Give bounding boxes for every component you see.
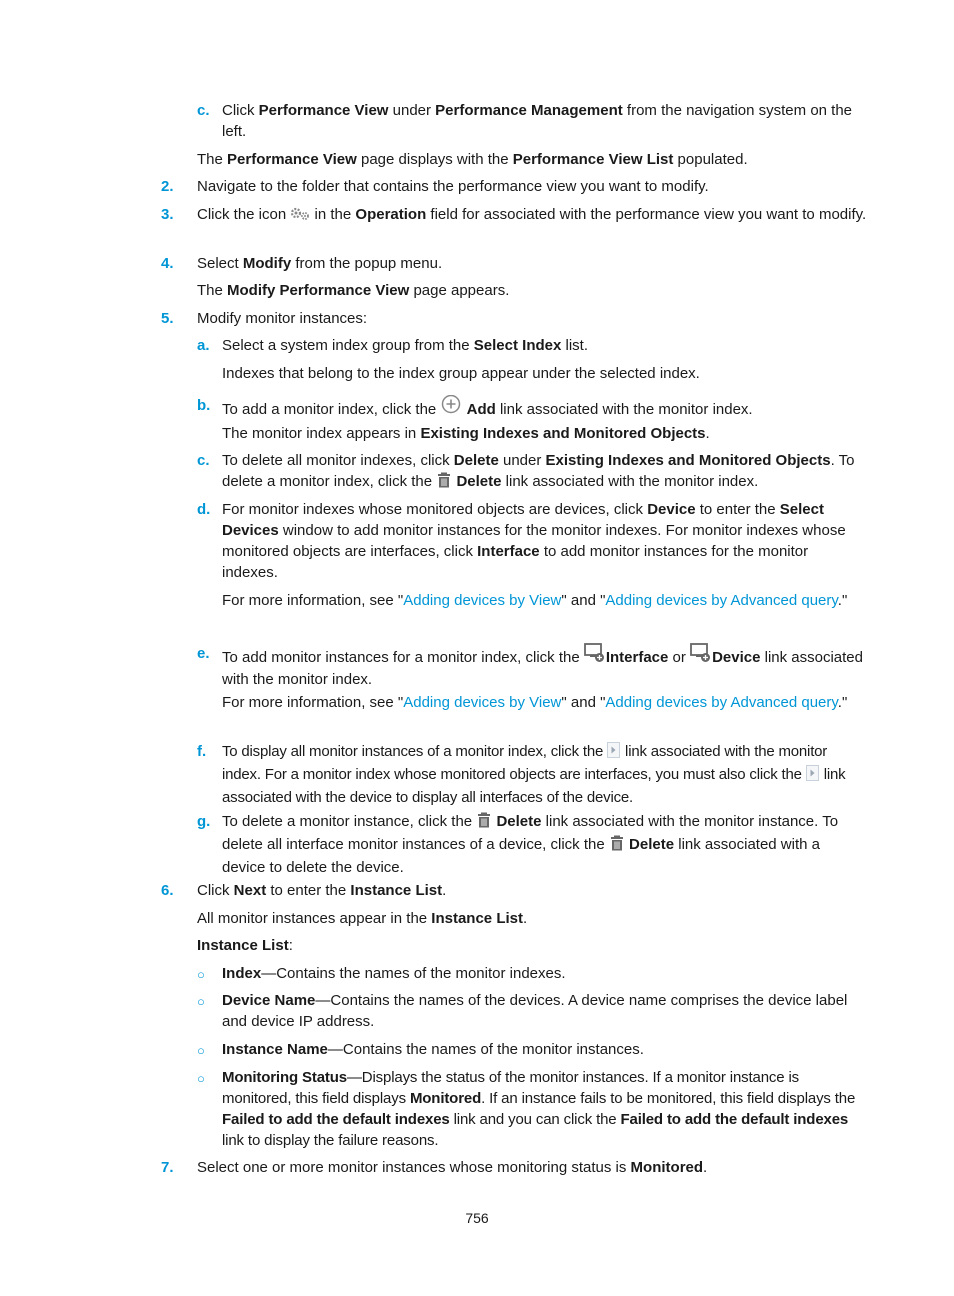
step-f: To display all monitor instances of a monitor index, click the link associated with the monitor index. For a monitor index whose monitored objects are interfaces, you must also click the link associated with the device to display all interfaces of the device. [222, 743, 846, 806]
step-g: To delete a monitor instance, click the Delete link associated with the monitor instance. To delete all interface monitor instances of a device, click the Delete link associated with a device to delete the device. [222, 813, 839, 876]
step-4: Select Modify from the popup menu. [197, 255, 443, 272]
step-6-note: All monitor instances appear in the Instance List. [197, 910, 528, 927]
step-marker: d. [197, 501, 211, 518]
bullet-index: Index—Contains the names of the monitor indexes. [222, 965, 566, 982]
step-marker: b. [197, 397, 211, 414]
step-7: Select one or more monitor instances whose monitoring status is Monitored. [197, 1159, 708, 1176]
bullet-marker: ○ [197, 1043, 205, 1058]
step-a: Select a system index group from the Select Index list. [222, 337, 589, 354]
bullet-marker: ○ [197, 1071, 205, 1086]
step-b: To add a monitor index, click the Add link associated with the monitor index. [222, 395, 867, 421]
link-adding-by-view[interactable]: Adding devices by View [403, 592, 562, 609]
instance-list-heading: Instance List: [197, 937, 293, 954]
add-device-icon [690, 643, 712, 669]
page-number: 756 [465, 1210, 489, 1226]
step-4-note: The Modify Performance View page appears. [197, 282, 510, 299]
step-c2: To delete all monitor indexes, click Delete under Existing Indexes and Monitored Objects. To delete a monitor index, click the Delete link associated with the monitor index. [222, 450, 867, 494]
step-marker: 5. [161, 310, 174, 327]
step-5: Modify monitor instances: [197, 310, 368, 327]
step-3: Click the icon in the Operation field for associated with the performance view you want to modify. [197, 204, 867, 227]
step-2: Navigate to the folder that contains the performance view you want to modify. [197, 178, 709, 195]
step-marker: a. [197, 337, 210, 354]
step-marker: 3. [161, 206, 174, 223]
trash-icon [609, 835, 625, 857]
expand-arrow-icon [806, 765, 820, 787]
step-6: Click Next to enter the Instance List. [197, 882, 447, 899]
step-b-note: The monitor index appears in Existing Indexes and Monitored Objects. [222, 425, 710, 442]
add-interface-icon [584, 643, 606, 669]
link-adding-by-advanced-query[interactable]: Adding devices by Advanced query [605, 592, 838, 609]
step-e: To add monitor instances for a monitor index, click the Interface or Device link associated with the monitor index. [222, 643, 867, 690]
step-marker: 4. [161, 255, 174, 272]
expand-arrow-icon [607, 742, 621, 764]
bullet-marker: ○ [197, 967, 205, 982]
step-marker: 6. [161, 882, 174, 899]
step-a-note: Indexes that belong to the index group appear under the selected index. [222, 365, 700, 382]
link-adding-by-view[interactable]: Adding devices by View [403, 694, 562, 711]
bullet-marker: ○ [197, 994, 205, 1009]
link-adding-by-advanced-query[interactable]: Adding devices by Advanced query [605, 694, 838, 711]
trash-icon [476, 812, 492, 834]
step-marker: g. [197, 813, 211, 830]
step-marker: 2. [161, 178, 174, 195]
step-marker: f. [197, 743, 207, 760]
add-circle-icon [440, 395, 462, 421]
bullet-monitoring-status: Monitoring Status—Displays the status of the monitor instances. If a monitor instance is monitored, this field displays Monitored. If an instance fails to be monitored, this field displays the Failed to add the default indexes link and you can click the Failed to add the default indexes link to display the failure reasons. [222, 1069, 856, 1149]
step-c1: Click Performance View under Performance Management from the navigation system on the left. [222, 102, 853, 140]
step-c1-note: The Performance View page displays with the Performance View List populated. [197, 151, 748, 168]
bullet-instance-name: Instance Name—Contains the names of the monitor instances. [222, 1041, 644, 1058]
gear-icon [290, 206, 310, 227]
step-d: For monitor indexes whose monitored objects are devices, click Device to enter the Select Devices window to add monitor instances for the monitor indexes. For monitor indexes whose monitored objects are interfaces, click Interface to add monitor instances for the monitor indexes. [222, 501, 846, 581]
bullet-device-name: Device Name—Contains the names of the devices. A device name comprises the device label and device IP address. [222, 992, 848, 1030]
step-d-note: For more information, see "Adding devices by View" and "Adding devices by Advanced query." [222, 592, 848, 609]
step-marker: c. [197, 102, 210, 119]
step-marker: c. [197, 452, 210, 469]
trash-icon [436, 472, 452, 494]
step-e-note: For more information, see "Adding devices by View" and "Adding devices by Advanced query." [222, 694, 848, 711]
step-marker: e. [197, 645, 210, 662]
step-marker: 7. [161, 1159, 174, 1176]
